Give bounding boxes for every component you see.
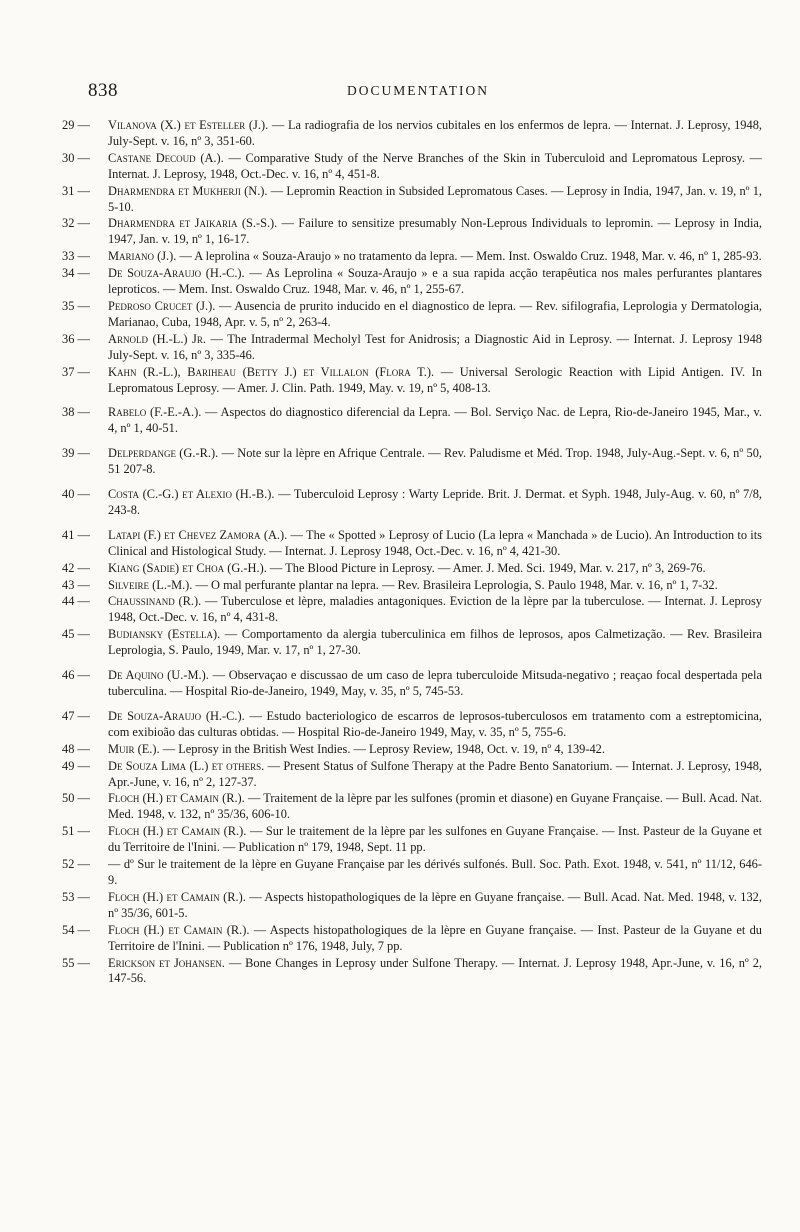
reference-authors: Floch (H.) et Camain (R.). bbox=[108, 824, 247, 839]
reference-number: 30 — bbox=[62, 150, 90, 165]
reference-citation: — Universal Serologic Reaction with Lipid Antigen. IV. In Lepromatous Leprosy. — Amer. J. Clin. Path. 1949, May. v. 19, nº 5, 408-13. bbox=[108, 364, 762, 395]
reference-citation: — Aspects histopathologiques de la lèpre en Guyane française. — Inst. Pasteur de la Guyane et du Territoire de l'Inini. — Publication nº 176, 1948, July, 7 pp. bbox=[108, 922, 762, 953]
reference-entry bbox=[62, 446, 762, 478]
reference-entry bbox=[62, 184, 762, 216]
reference-authors: Dharmendra et Mukherji (N.). bbox=[108, 183, 268, 198]
reference-text bbox=[108, 578, 762, 594]
reference-number: 45 — bbox=[62, 627, 90, 642]
reference-entry bbox=[62, 857, 762, 889]
reference-text bbox=[108, 742, 762, 758]
reference-entry bbox=[62, 824, 762, 856]
reference-citation: — Sur le traitement de la lèpre par les sulfones en Guyane Française. — Inst. Pasteur de la Guyane et du Territoire de l'Inini. — Publication nº 179, 1948, Sept. 11 pp. bbox=[108, 824, 762, 855]
reference-authors: Budiansky (Estella). bbox=[108, 627, 221, 642]
reference-authors: Dharmendra et Jaikaria (S.-S.). bbox=[108, 216, 278, 231]
reference-entry bbox=[62, 151, 762, 183]
reference-citation: — Ausencia de prurito inducido en el diagnostico de lepra. — Rev. sifilografia, Leprologia y Dermatologia, Marianao, Cuba, 1948, Apr. v. 5, nº 2, 263-4. bbox=[108, 298, 762, 329]
reference-citation: — Observaçao e discussao de um caso de lepra tuberculoide Mitsuda-negativo ; reaçao focal despertada pela tuberculina. — Hospital Rio-de-Janeiro, 1949, May, v. 35, nº 5, 745-53. bbox=[108, 668, 762, 698]
reference-text bbox=[108, 446, 762, 478]
reference-authors: Floch (H.) et Camain (R.). bbox=[108, 889, 246, 904]
reference-entry bbox=[62, 742, 762, 758]
reference-authors: Arnold (H.-L.) Jr. bbox=[108, 331, 206, 346]
reference-authors: Kiang (Sadie) et Choa (G.-H.). bbox=[108, 560, 267, 575]
reference-text bbox=[108, 627, 762, 659]
reference-number: 29 — bbox=[62, 118, 90, 132]
reference-citation: — Aspectos do diagnostico diferencial da Lepra. — Bol. Serviço Nac. de Lepra, Rio-de-Janeiro 1945, Mar., v. 4, nº 1, 40-51. bbox=[108, 405, 762, 436]
reference-text bbox=[108, 151, 762, 183]
reference-entry bbox=[62, 528, 762, 560]
reference-entry bbox=[62, 266, 762, 298]
reference-number: 32 — bbox=[62, 216, 90, 231]
reference-text bbox=[108, 332, 762, 364]
reference-authors: Delperdange (G.-R.). bbox=[108, 446, 219, 461]
reference-number: 55 — bbox=[62, 955, 90, 970]
reference-entry bbox=[62, 561, 762, 577]
reference-text bbox=[108, 668, 762, 700]
reference-citation: — Comportamento da alergia tuberculinica em filhos de leprosos, apos Calmetização. — Rev. Brasileira Leprologia, S. Paulo, 1949, Mar. v. 17, nº 1, 27-30. bbox=[108, 627, 762, 658]
reference-authors: Chaussinand (R.). bbox=[108, 594, 202, 609]
reference-text bbox=[108, 266, 762, 298]
reference-citation: — Failure to sensitize presumably Non-Leprous Individuals to lepromin. — Leprosy in India, 1947, Jan. v. 19, nº 1, 16-17. bbox=[108, 216, 762, 247]
reference-citation: — The Blood Picture in Leprosy. — Amer. J. Med. Sci. 1949, Mar. v. 217, nº 3, 269-76. bbox=[269, 560, 706, 575]
reference-text bbox=[108, 824, 762, 856]
reference-text bbox=[108, 365, 762, 397]
reference-citation: — The « Spotted » Leprosy of Lucio (La lepra « Manchada » de Lucio). An Introduction to its Clinical and Histological Study. — Internat. J. Leprosy 1948, Oct.-Dec. v. 16, nº 4, 421-30. bbox=[108, 527, 763, 558]
reference-authors: De Souza-Araujo (H.-C.). bbox=[108, 708, 245, 723]
reference-citation: — As Leprolina « Souza-Araujo » e a sua rapida acção terapêutica nos males perfurantes plantares leproticos. — Mem. Inst. Oswaldo Cruz. 1948, Mar. v. 46, nº 1, 255-67. bbox=[108, 266, 762, 297]
reference-citation: — Estudo bacteriologico de escarros de leprosos-tuberculosos em tratamento com a estreptomicina, com exibioão das culturas obtidas. — Hospital Rio-de-Janeiro 1949, May, v. 35, nº 5, 755-6. bbox=[108, 708, 762, 739]
reference-entry bbox=[62, 405, 762, 437]
reference-citation: — Bone Changes in Leprosy under Sulfone Therapy. — Internat. J. Leprosy 1948, Apr.-June, v. 16, nº 2, 147-56. bbox=[108, 955, 762, 986]
reference-citation: — Tuberculoid Leprosy : Warty Lepride. Brit. J. Dermat. et Syph. 1948, July-Aug. v. 60, nº 7/8, 243-8. bbox=[108, 487, 762, 517]
reference-entry bbox=[62, 578, 762, 594]
reference-authors: Muir (E.). bbox=[108, 741, 160, 756]
page-number: 838 bbox=[88, 80, 118, 101]
reference-authors: Latapi (F.) et Chevez Zamora (A.). bbox=[108, 527, 288, 542]
reference-number: 38 — bbox=[62, 405, 90, 420]
reference-authors: Mariano (J.). bbox=[108, 249, 177, 264]
reference-authors: Castane Decoud (A.). bbox=[108, 150, 224, 165]
reference-entry bbox=[62, 759, 762, 791]
reference-number: 34 — bbox=[62, 266, 90, 281]
reference-number: 46 — bbox=[62, 668, 90, 683]
reference-entry bbox=[62, 627, 762, 659]
reference-number: 44 — bbox=[62, 594, 90, 609]
reference-entry bbox=[62, 668, 762, 700]
page-header bbox=[88, 80, 748, 104]
reference-list bbox=[62, 118, 762, 988]
reference-text bbox=[108, 487, 762, 519]
reference-authors: Costa (C.-G.) et Alexio (H.-B.). bbox=[108, 487, 275, 502]
reference-number: 31 — bbox=[62, 183, 90, 198]
reference-authors: Floch (H.) et Camain (R.). bbox=[108, 922, 250, 937]
reference-number: 47 — bbox=[62, 708, 90, 723]
reference-authors: Vilanova (X.) et Esteller (J.). bbox=[108, 118, 269, 132]
reference-citation: — Comparative Study of the Nerve Branches of the Skin in Tuberculoid and Lepromatous Leprosy. — Internat. J. Leprosy, 1948, Oct.-Dec. v. 16, nº 4, 451-8. bbox=[108, 150, 762, 181]
reference-entry bbox=[62, 249, 762, 265]
reference-entry bbox=[62, 956, 762, 988]
reference-citation: — The Intradermal Mecholyl Test for Anidrosis; a Diagnostic Aid in Leprosy. — Internat. J. Leprosy 1948 July-Sept. v. 16, nº 3, 335-46. bbox=[108, 331, 762, 362]
reference-number: 43 — bbox=[62, 577, 90, 592]
reference-entry bbox=[62, 791, 762, 823]
reference-number: 39 — bbox=[62, 446, 90, 461]
reference-text bbox=[108, 956, 762, 988]
reference-citation: — Tuberculose et lèpre, maladies antagoniques. Eviction de la lèpre par la tuberculose. — Internat. J. Leprosy 1948, Oct.-Dec. v. 16, nº 4, 431-8. bbox=[108, 594, 762, 625]
reference-number: 49 — bbox=[62, 758, 90, 773]
reference-entry bbox=[62, 299, 762, 331]
reference-entry bbox=[62, 890, 762, 922]
reference-authors: De Aquino (U.-M.). bbox=[108, 668, 209, 683]
reference-citation: — Leprosy in the British West Indies. — Leprosy Review, 1948, Oct. v. 19, nº 4, 139-42. bbox=[162, 741, 605, 756]
reference-text bbox=[108, 890, 762, 922]
reference-text bbox=[108, 791, 762, 823]
reference-number: 52 — bbox=[62, 857, 90, 872]
reference-text bbox=[108, 249, 762, 265]
reference-text bbox=[108, 528, 762, 560]
reference-number: 41 — bbox=[62, 527, 90, 542]
reference-entry bbox=[62, 118, 762, 150]
reference-text bbox=[108, 405, 762, 437]
reference-authors: Silveire (L.-M.). bbox=[108, 577, 193, 592]
reference-citation: — Lepromin Reaction in Subsided Lepromatous Cases. — Leprosy in India, 1947, Jan. v. 19, nº 1, 5-10. bbox=[108, 183, 763, 214]
reference-number: 54 — bbox=[62, 922, 90, 937]
reference-authors: Kahn (R.-L.), Bariheau (Betty J.) et Villalon (Flora T.). bbox=[108, 364, 435, 379]
reference-citation: — Traitement de la lèpre par les sulfones (promin et diasone) en Guyane Française. — Bull. Acad. Nat. Med. 1948, v. 132, nº 35/36, 606-10. bbox=[108, 791, 762, 822]
reference-text bbox=[108, 216, 762, 248]
reference-authors: De Souza-Araujo (H.-C.). bbox=[108, 266, 245, 281]
reference-entry bbox=[62, 216, 762, 248]
reference-text bbox=[108, 299, 762, 331]
reference-citation: — A leprolina « Souza-Araujo » no tratamento da lepra. — Mem. Inst. Oswaldo Cruz. 1948, Mar. v. 46, nº 1, 285-93. bbox=[179, 249, 762, 264]
reference-text bbox=[108, 857, 762, 889]
reference-number: 33 — bbox=[62, 249, 90, 264]
reference-citation: — Aspects histopathologiques de la lèpre en Guyane française. — Bull. Acad. Nat. Med. 1948, v. 132, nº 35/36, 601-5. bbox=[108, 889, 762, 920]
reference-authors: Floch (H.) et Camain (R.). bbox=[108, 791, 245, 806]
reference-number: 51 — bbox=[62, 824, 90, 839]
reference-text bbox=[108, 594, 762, 626]
reference-number: 37 — bbox=[62, 364, 90, 379]
reference-authors: Pedroso Crucet (J.). bbox=[108, 298, 216, 313]
reference-entry bbox=[62, 332, 762, 364]
reference-citation: — dº Sur le traitement de la lèpre en Guyane Française par les dérivés sulfonés. Bull. Soc. Path. Exot. 1948, v. 541, nº 11/12, 646-9. bbox=[108, 857, 762, 887]
reference-number: 35 — bbox=[62, 298, 90, 313]
reference-number: 50 — bbox=[62, 791, 90, 806]
reference-entry bbox=[62, 365, 762, 397]
reference-authors: De Souza Lima (L.) et others. bbox=[108, 758, 265, 773]
reference-entry bbox=[62, 594, 762, 626]
reference-number: 48 — bbox=[62, 741, 90, 756]
reference-text bbox=[108, 759, 762, 791]
reference-text bbox=[108, 184, 762, 216]
reference-text bbox=[108, 709, 762, 741]
reference-text bbox=[108, 923, 762, 955]
reference-citation: — Present Status of Sulfone Therapy at the Padre Bento Sanatorium. — Internat. J. Leprosy, 1948, Apr.-June, v. 16, nº 2, 127-37. bbox=[108, 758, 762, 789]
reference-authors: Erickson et Johansen. bbox=[108, 955, 225, 970]
reference-number: 36 — bbox=[62, 331, 90, 346]
reference-text bbox=[108, 118, 762, 150]
reference-number: 42 — bbox=[62, 560, 90, 575]
reference-entry bbox=[62, 923, 762, 955]
reference-authors: Rabelo (F.-E.-A.). bbox=[108, 405, 202, 420]
reference-citation: — Note sur la lèpre en Afrique Centrale. — Rev. Paludisme et Méd. Trop. 1948, July-Aug.-Sept. v. 6, nº 50, 51 207-8. bbox=[108, 446, 762, 477]
reference-entry bbox=[62, 487, 762, 519]
running-title: DOCUMENTATION bbox=[347, 83, 489, 98]
reference-citation: — La radiografia de los nervios cubitales en los enfermos de lepra. — Internat. J. Leprosy, 1948, July-Sept. v. 16, nº 3, 351-60. bbox=[108, 118, 762, 148]
reference-citation: — O mal perfurante plantar na lepra. — Rev. Brasileira Leprologia, S. Paulo 1948, Mar. v. 16, nº 1, 7-32. bbox=[195, 577, 718, 592]
reference-number: 40 — bbox=[62, 487, 90, 502]
reference-number: 53 — bbox=[62, 889, 90, 904]
reference-text bbox=[108, 561, 762, 577]
reference-entry bbox=[62, 709, 762, 741]
